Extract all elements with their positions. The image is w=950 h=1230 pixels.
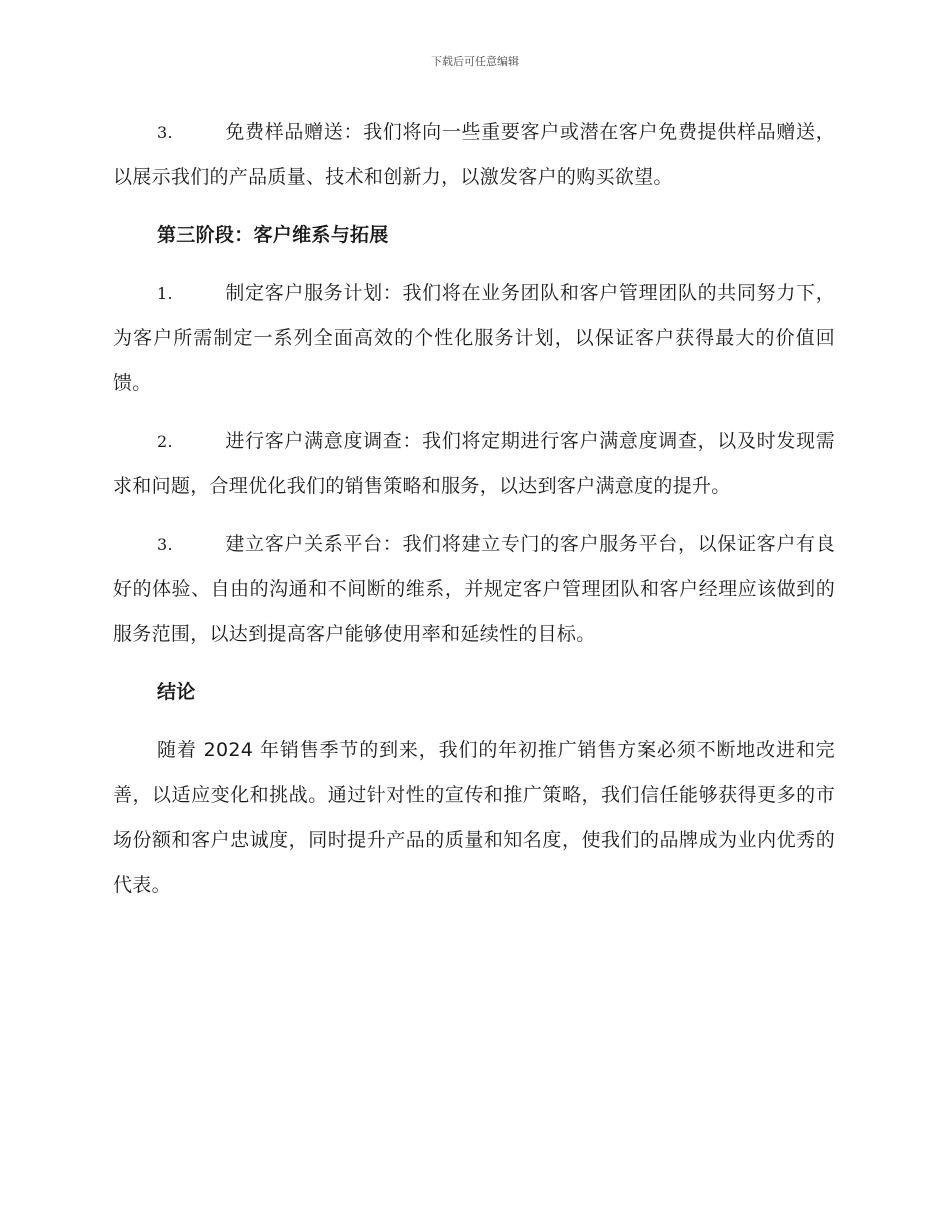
conclusion-paragraph: 随着 2024 年销售季节的到来，我们的年初推广销售方案必须不断地改进和完善，以适应变化和挑战。通过针对性的宣传和推广策略，我们信任能够获得更多的市场份额和客户忠诚度，同时提升产品的质量和知名度，使我们的品牌成为业内优秀的代表。: [113, 739, 835, 896]
list-item-satisfaction-survey: [113, 419, 835, 509]
list-item-text: 建立客户关系平台：我们将建立专门的客户服务平台，以保证客户有良好的体验、自由的沟通和不间断的维系，并规定客户管理团队和客户经理应该做到的服务范围，以达到提高客户能够使用率和延续性的目标。: [113, 533, 835, 645]
list-item-number: 3.: [157, 123, 173, 142]
section-heading-stage3: 第三阶段：客户维系与拓展: [157, 224, 389, 246]
list-item-relationship-platform: [113, 522, 835, 657]
section-heading-conclusion: 结论: [157, 681, 196, 703]
list-item-number: 2.: [157, 432, 173, 451]
list-item-free-samples: [113, 110, 835, 200]
list-item-text: 制定客户服务计划：我们将在业务团队和客户管理团队的共同努力下，为客户所需制定一系列全面高效的个性化服务计划，以保证客户获得最大的价值回馈。: [113, 282, 835, 394]
list-item-text: 免费样品赠送：我们将向一些重要客户或潜在客户免费提供样品赠送，以展示我们的产品质量、技术和创新力，以激发客户的购买欲望。: [113, 121, 835, 188]
document-body: [113, 110, 835, 921]
page-header-note: 下载后可任意编辑: [431, 55, 519, 68]
list-item-number: 1.: [157, 284, 173, 303]
list-item-number: 3.: [157, 535, 173, 554]
list-item-text: 进行客户满意度调查：我们将定期进行客户满意度调查，以及时发现需求和问题，合理优化我们的销售策略和服务，以达到客户满意度的提升。: [113, 430, 835, 497]
list-item-service-plan: [113, 271, 835, 406]
